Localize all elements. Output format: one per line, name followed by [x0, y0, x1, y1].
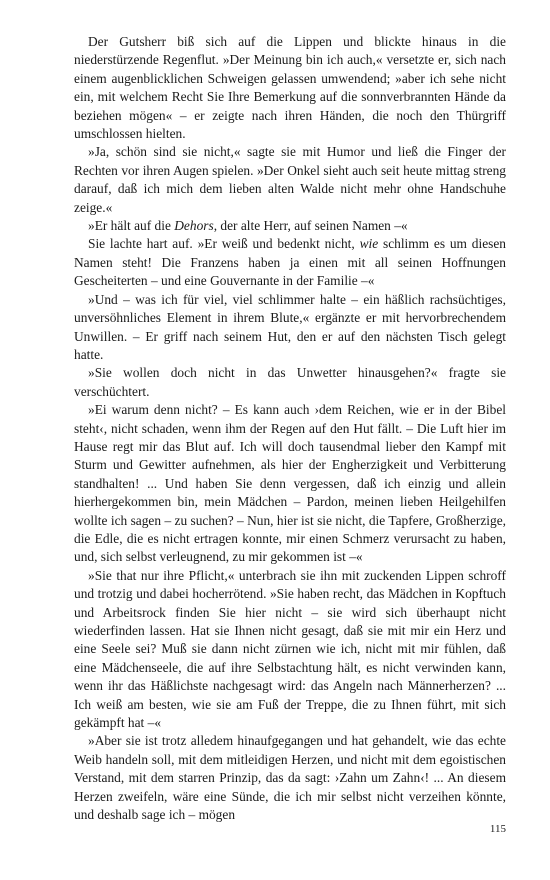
- italic-text: wie: [359, 236, 379, 252]
- text-run: Sie lachte hart auf. »Er weiß und bedenkt nicht,: [88, 236, 360, 252]
- body-text: [74, 33, 506, 824]
- paragraph: [74, 401, 506, 567]
- paragraph: [74, 143, 506, 217]
- paragraph: [74, 33, 506, 143]
- text-run: , der alte Herr, auf seinen Namen –«: [213, 218, 408, 234]
- text-run: »Und – was ich für viel, viel schlimmer halte – ein häßlich rachsüchtiges, unversöhnliches Element in ihrem Blute,« ergänzte er mit hervorbrechendem Unwillen. – Er griff nach seinem Hut, den er auf den nächsten Tisch gelegt hatte.: [74, 291, 506, 362]
- paragraph: [74, 235, 506, 290]
- text-run: »Er hält auf die: [88, 218, 175, 234]
- paragraph: [74, 291, 506, 365]
- paragraph: [74, 364, 506, 401]
- paragraph: [74, 732, 506, 824]
- italic-text: Dehors: [174, 218, 214, 234]
- text-run: »Sie wollen doch nicht in das Unwetter hinausgehen?« fragte sie verschüchtert.: [74, 365, 506, 399]
- text-run: »Aber sie ist trotz alledem hinaufgegangen und hat gehandelt, wie das echte Weib handeln soll, mit dem mitleidigen Herzen, und nicht mit dem egoistischen Verstand, mit dem starren Prinzip, das da sagt: ›Zahn um Zahn‹! ... An diesem Herzen zweifeln, wäre eine Sünde, die ich mir selbst nicht verzeihen könnte, und deshalb sage ich – mögen: [74, 733, 506, 823]
- text-run: »Sie that nur ihre Pflicht,« unterbrach sie ihn mit zuckenden Lippen schroff und trotzig und dabei hocherrötend. »Sie haben recht, das Mädchen in Kopftuch und Arbeitsrock finden Sie hier nicht – sie wird sich überhaupt nicht wiederfinden lassen. Hat sie Ihnen nicht gesagt, daß sie mit mir ein Herz und eine Seele sei? Muß sie dann nicht zürnen wie ich, nicht mit mir fühlen, daß eine Mädchenseele, die auf ihre Selbstachtung hält, es nicht verwinden kann, wenn ihr das Häßlichste nachgesagt wird: das Angeln nach Männerherzen? ... Ich weiß am besten, wie sie am Fuß der Treppe, die zu Ihnen führt, mit sich gekämpft hat –«: [74, 567, 506, 731]
- text-run: »Ja, schön sind sie nicht,« sagte sie mit Humor und ließ die Finger der Rechten vor ihren Augen spielen. »Der Onkel sieht auch seit heute mittag streng darauf, daß ich mich dem lieben alten Walde nicht mehr ohne Handschuhe zeige.«: [74, 144, 506, 215]
- text-run: schlimm es um diesen Namen steht! Die Franzens haben ja einen mit all seinen Hoffnungen Gescheiterten – und eine Gouvernante in der Familie –«: [74, 236, 506, 289]
- page-number: 115: [489, 823, 506, 835]
- text-run: »Ei warum denn nicht? – Es kann auch ›dem Reichen, wie er in der Bibel steht‹, nicht schaden, wenn ihm der Regen auf den Hut fällt. – Die Luft hier im Hause regt mir das Blut auf. Ich will doch tausendmal lieber den Kampf mit Sturm und Gewitter aufnehmen, als hier der Engherzigkeit und Verbitterung standhalten! ... Und haben Sie denn vergessen, daß ich einzig und allein hierhergekommen bin, mein Mädchen – Pardon, meinen lieben Heilgehilfen wollte ich sagen – zu suchen? – Nun, hier ist sie nicht, die Tapfere, Großherzige, die Edle, die es nicht ertragen konnte, mir einen Schmerz verursacht zu haben, und, sich selbst verleugnend, zu mir gekommen ist –«: [74, 402, 506, 565]
- paragraph: [74, 567, 506, 733]
- text-run: Der Gutsherr biß sich auf die Lippen und blickte hinaus in die niederstürzende Regenflut. »Der Meinung bin ich auch,« versetzte er, sich nach einem augenblicklichen Schweigen gelassen umwendend; »aber ich sehe nicht ein, mit welchem Recht Sie Ihre Bemerkung auf die sonnverbrannten Hände da beziehen mögen« – er zeigte nach ihren Händen, die noch den Thürgriff umschlossen hielten.: [74, 34, 506, 142]
- paragraph: [74, 217, 506, 235]
